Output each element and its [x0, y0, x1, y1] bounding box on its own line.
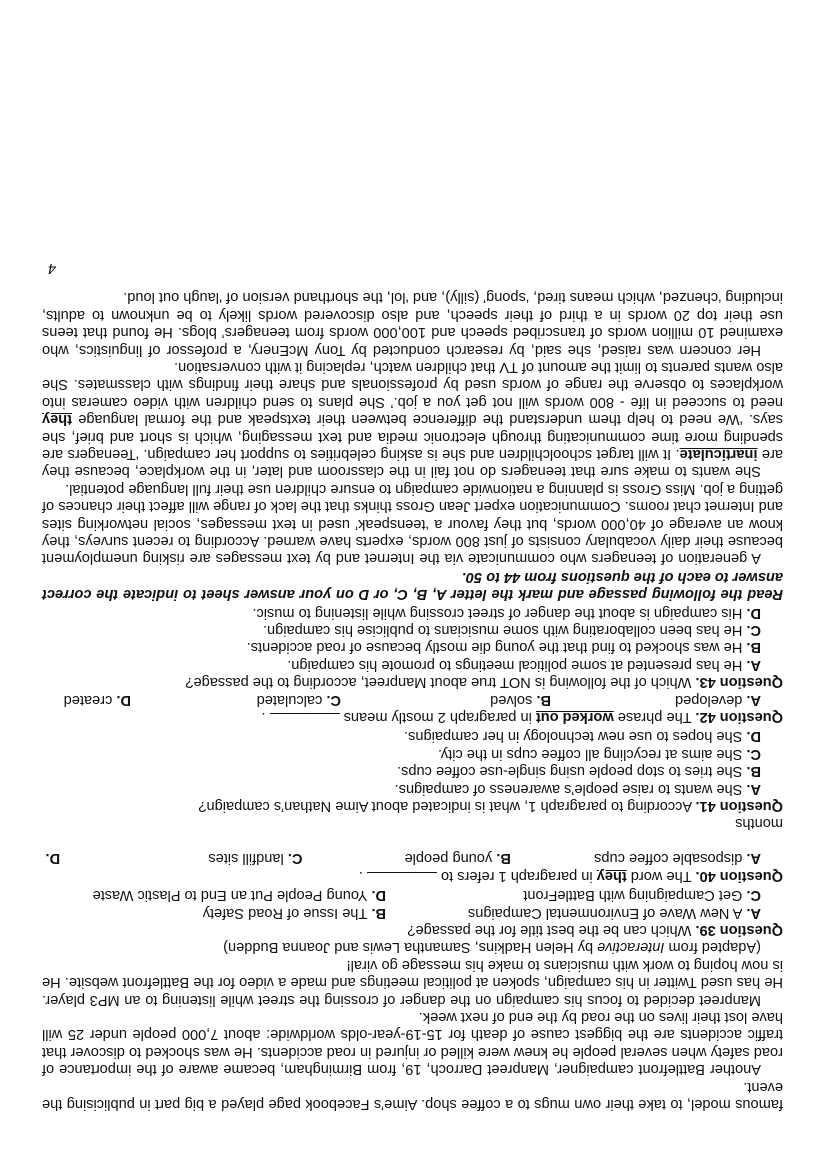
question-43: Question 43. Which of the following is NOT true about Manpreet, according to the passage? [185, 674, 783, 691]
q39-options-row-2: C. Get Campaigning with BattleFront D. Young People Put an End to Plastic Waste [92, 887, 761, 904]
q43-option-c[interactable]: C. He has been collaborating with some musicians to publicise his campaign. [262, 622, 761, 639]
q42-option-c[interactable]: calculated [256, 691, 323, 708]
q40-option-d-continued: months [735, 815, 783, 832]
answer-blank [270, 713, 340, 727]
q40-options: A. disposable coffee cups B. young people C. landfill sites D. [45, 850, 761, 867]
q39-option-b[interactable]: The Issue of Road Safety [202, 904, 368, 921]
highlighted-word-inarticulate: inarticulate [679, 445, 758, 462]
page-number: 4 [48, 259, 57, 276]
q42-option-a[interactable]: developed [674, 691, 743, 708]
q41-option-c[interactable]: C. She aims at recycling all coffee cups in the city. [437, 745, 761, 762]
paragraph: Manpreet decided to focus his campaign on the danger of crossing the street while listening to an MP3 player. He has used Twitter in his campaign, spoken at political meetings and made a video for the Battlefront website. He is now hoping to work with musicians to make his message go viral! [42, 956, 783, 1008]
q42-option-b[interactable]: solved [490, 691, 533, 708]
paragraph: A generation of teenagers who communicate via the Internet and by text messages are risking unemployment because their daily vocabulary consists of just 800 words, experts have warned. According to recent surveys, they know an average of 40,000 words, but they favour a ‘teenspeak’ used in text messages, social networking sites and Internet chat rooms. Communication expert Jean Gross thinks that the lack of range will affect their chances of getting a job. Miss Gross is planning a nationwide campaign to ensure children use their full language potential. [42, 480, 783, 567]
question-40: Question 40. The word they in paragraph 1 refers to . [358, 867, 783, 884]
highlighted-word-they: they [42, 411, 73, 428]
answer-blank [367, 872, 437, 886]
q40-option-c[interactable]: landfill sites [208, 850, 284, 867]
section-instruction: Read the following passage and mark the letter A, B, C, or D on your answer sheet to indicate the correct answer to each of the questions from 44 to 50. [42, 568, 783, 603]
q40-option-a[interactable]: disposable coffee cups [594, 850, 743, 867]
q39-option-a[interactable]: A New Wave of Environmental Campaigns [467, 904, 743, 921]
q43-option-b[interactable]: B. He was shocked to find that the young die mostly because of road accidents. [246, 639, 761, 656]
q41-option-b[interactable]: B. She tries to stop people using single-use coffee cups. [397, 763, 761, 780]
paragraph: Her concern was raised, she said, by research conducted by Tony McEnery, a professor of linguistics, who examined 10 million words of transcribed speech and 100,000 words from teenagers’ blogs. He found that teens use their top 20 words in a third of their speech, and also discovered words likely to be unknown to adults, including ‘chenzed, which means tired, ‘spong’ (silly), and ‘lol, the shorthand version of ‘laugh out loud. [42, 289, 783, 358]
q41-option-a[interactable]: A. She wants to raise people’s awareness of campaigns. [394, 780, 761, 797]
q39-option-c[interactable]: Get Campaigning with BattleFront [523, 887, 743, 904]
question-41: Question 41. According to paragraph 1, what is indicated about Aime Nathan’s campaign? [198, 798, 783, 815]
q43-option-a[interactable]: A. He has presented at some political meetings to promote his campaign. [287, 656, 761, 673]
q41-option-d[interactable]: D. She hopes to use new technology in her campaigns. [404, 728, 761, 745]
q42-option-d[interactable]: created [63, 691, 113, 708]
question-42: Question 42. The phrase worked out in paragraph 2 mostly means . [261, 709, 783, 726]
q39-options-row-1: A. A New Wave of Environmental Campaigns B. The Issue of Road Safety [202, 904, 761, 921]
paragraph: Another Battlefront campaigner, Manpreet Darroch, 19, from Birmingham, became aware of the importance of road safety when several people he knew were killed or injured in road accidents. He was shocked to discover that traffic accidents are the biggest cause of death for 15-19-year-olds worldwide: about 7,000 people under 25 will have lost their lives on the road by the end of next week. [42, 1008, 783, 1078]
q42-options: A. developed B. solved C. calculated D. created [63, 691, 761, 708]
q43-option-d[interactable]: D. His campaign is about the danger of street crossing while listening to music. [252, 604, 761, 621]
q40-option-b[interactable]: young people [404, 850, 493, 867]
source-citation: (Adapted from Interactive by Helen Hadkins, Samantha Lewis and Joanna Budden) [223, 939, 761, 956]
paragraph: famous model, to take their own mugs to a coffee shop. Aime’s Facebook page played a big part in publicising the event. [42, 1078, 783, 1112]
question-39: Question 39. Which can be the best title for the passage? [407, 921, 783, 938]
paragraph: She wants to make sure that teenagers do not fail in the classroom and later, in the workplace, because they are inarticulate. It will target schoolchildren and she is asking celebrities to support her campaign. ‘Teenagers are spending more time communicating through electronic media and text messaging, which is short and brief, she says. ‘We need to help them understand the difference between their textspeak and the formal language they need to succeed in life - 800 words will not get you a job.’ She plans to send children with video cameras into workplaces to observe the range of words used by professionals and share their findings with classmates. She also wants parents to limit the amount of TV that children watch, replacing it with conversation. [42, 358, 783, 480]
q39-option-d[interactable]: Young People Put an End to Plastic Waste [92, 887, 368, 904]
